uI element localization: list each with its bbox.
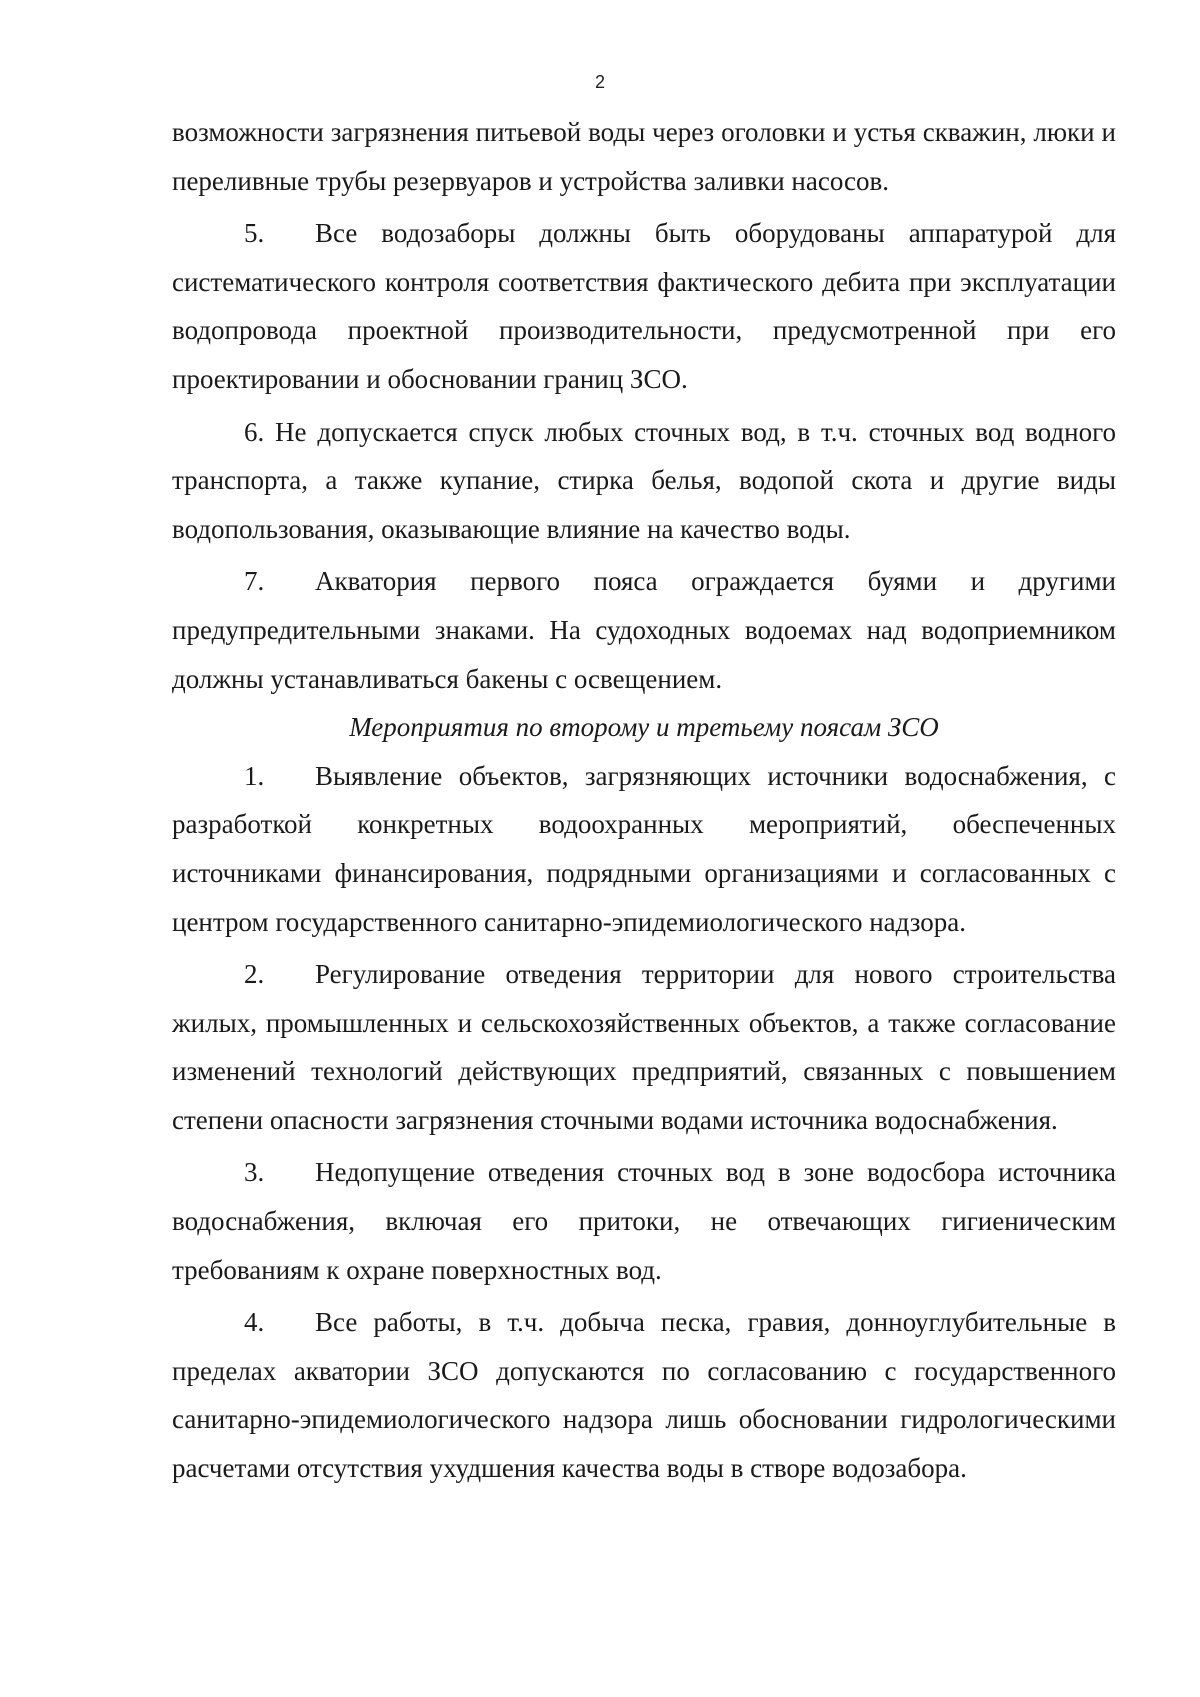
item-text: Не допускается спуск любых сточных вод, в т.ч. сточных вод водного транспорта, а также купание, стирка белья, водопой скота и другие виды водопользования, оказывающие влияние на качество воды. xyxy=(172,416,1116,544)
second-third-item-3 xyxy=(172,1148,1116,1294)
item-text: Недопущение отведения сточных вод в зоне водосбора источника водоснабжения, включая его притоки, не отвечающих гигиеническим требованиям к охране поверхностных вод. xyxy=(172,1157,1116,1285)
second-third-item-1 xyxy=(172,752,1116,946)
item-text: Все водозаборы должны быть оборудованы аппаратурой для систематического контроля соответствия фактического дебита при эксплуатации водопровода проектной производительности, предусмотренной при его проектировании и обосновании границ ЗСО. xyxy=(172,218,1116,394)
item-text: Выявление объектов, загрязняющих источники водоснабжения, с разработкой конкретных водоохранных мероприятий, обеспеченных источниками финансирования, подрядными организациями и согласованных с центром государственного санитарно-эпидемиологического надзора. xyxy=(172,760,1116,937)
item-number: 2. xyxy=(244,959,265,990)
item-number: 1. xyxy=(244,760,265,791)
first-belt-item-6 xyxy=(172,408,1116,554)
first-belt-item-7 xyxy=(172,557,1116,703)
item-number: 6. xyxy=(244,416,265,447)
document-body xyxy=(172,108,1116,1493)
item-number: 4. xyxy=(244,1307,265,1338)
first-belt-item-5 xyxy=(172,209,1116,403)
item-number: 5. xyxy=(244,218,265,249)
second-third-item-4 xyxy=(172,1298,1116,1492)
item-number: 3. xyxy=(244,1157,265,1188)
section-heading: Мероприятия по второму и третьему поясам ЗСО xyxy=(349,712,939,743)
item-number: 7. xyxy=(244,566,265,597)
continuation-paragraph: возможности загрязнения питьевой воды через оголовки и устья скважин, люки и переливные трубы резервуаров и устройства заливки насосов. xyxy=(172,117,1116,196)
second-third-item-2 xyxy=(172,950,1116,1144)
item-text: Регулирование отведения территории для нового строительства жилых, промышленных и сельскохозяйственных объектов, а также согласование изменений технологий действующих предприятий, связанных с повышением степени опасности загрязнения сточными водами источника водоснабжения. xyxy=(172,959,1116,1135)
item-text: Акватория первого пояса ограждается буями и другими предупредительными знаками. На судоходных водоемах над водоприемником должны устанавливаться бакены с освещением. xyxy=(172,566,1116,694)
page-number: 2 xyxy=(594,72,605,92)
item-text: Все работы, в т.ч. добыча песка, гравия, донноуглубительные в пределах акватории ЗСО допускаются по согласованию с государственного санитарно-эпидемиологического надзора лишь обосновании гидрологическими расчетами отсутствия ухудшения качества воды в створе водозабора. xyxy=(172,1307,1116,1484)
